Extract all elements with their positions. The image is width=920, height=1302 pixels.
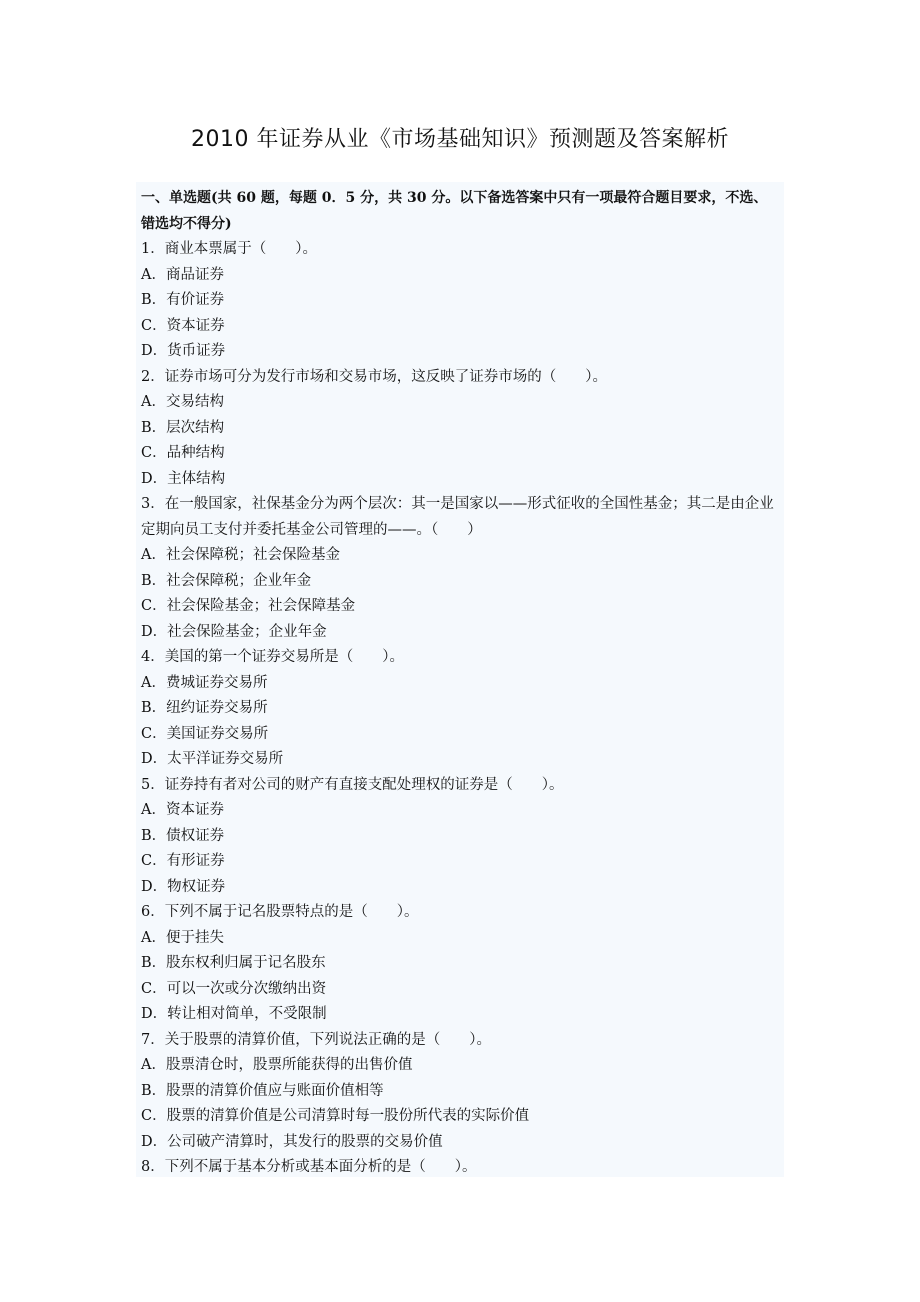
answer-option: A．商品证券 [141, 266, 224, 283]
answer-option: A．便于挂失 [141, 929, 224, 946]
document-body [136, 182, 784, 1177]
answer-option: A．费城证券交易所 [141, 674, 268, 691]
answer-option: C．股票的清算价值是公司清算时每一股份所代表的实际价值 [141, 1108, 530, 1124]
answer-option: D．主体结构 [141, 470, 226, 487]
answer-option: C．美国证券交易所 [141, 725, 269, 742]
answer-option: C．有形证券 [141, 853, 225, 869]
document-title: 2010 年证券从业《市场基础知识》预测题及答案解析 [191, 127, 729, 152]
answer-option: A．股票清仓时，股票所能获得的出售价值 [141, 1057, 413, 1073]
question-stem: 2．证券市场可分为发行市场和交易市场，这反映了证券市场的（ ）。 [141, 368, 607, 385]
answer-option: C．资本证券 [141, 317, 225, 334]
question-stem: 7．关于股票的清算价值，下列说法正确的是（ ）。 [141, 1031, 491, 1048]
answer-option: B．股东权利归属于记名股东 [141, 955, 326, 971]
question-stem: 8．下列不属于基本分析或基本面分析的是（ ）。 [141, 1159, 477, 1175]
answer-option: D．公司破产清算时，其发行的股票的交易价值 [141, 1133, 443, 1150]
answer-option: C．可以一次或分次缴纳出资 [141, 980, 327, 997]
question-stem: 6．下列不属于记名股票特点的是（ ）。 [141, 904, 419, 920]
question-stem: 4．美国的第一个证券交易所是（ ）。 [141, 649, 404, 665]
answer-option: C．社会保险基金；社会保障基金 [141, 598, 356, 614]
answer-option: B．股票的清算价值应与账面价值相等 [141, 1082, 384, 1099]
answer-option: B．层次结构 [141, 419, 225, 436]
answer-option: D．太平洋证券交易所 [141, 751, 284, 767]
answer-option: B．社会保障税；企业年金 [141, 572, 312, 589]
answer-option: D．物权证券 [141, 878, 226, 895]
answer-option: D．社会保险基金；企业年金 [141, 623, 327, 640]
answer-option: D．货币证券 [141, 343, 226, 359]
answer-option: A．交易结构 [141, 394, 224, 410]
answer-option: B．纽约证券交易所 [141, 700, 268, 716]
answer-option: B．有价证券 [141, 292, 225, 308]
question-stem: 1．商业本票属于（ ）。 [141, 241, 317, 257]
answer-option: B．债权证券 [141, 827, 225, 844]
answer-option: D．转让相对简单，不受限制 [141, 1006, 327, 1022]
answer-option: A．社会保障税；社会保险基金 [141, 547, 340, 563]
question-stem: 3．在一般国家，社保基金分为两个层次：其一是国家以——形式征收的全国性基金；其二是由企业定期向员工支付并委托基金公司管理的——。（ ） [141, 496, 774, 538]
answer-option: A．资本证券 [141, 802, 224, 818]
section-heading: 一、单选题(共 60 题，每题 0．5 分，共 30 分。以下备选答案中只有一项最符合题目要求，不选、错选均不得分) [141, 190, 768, 232]
question-stem: 5．证券持有者对公司的财产有直接支配处理权的证券是（ ）。 [141, 776, 564, 793]
answer-option: C．品种结构 [141, 445, 225, 461]
